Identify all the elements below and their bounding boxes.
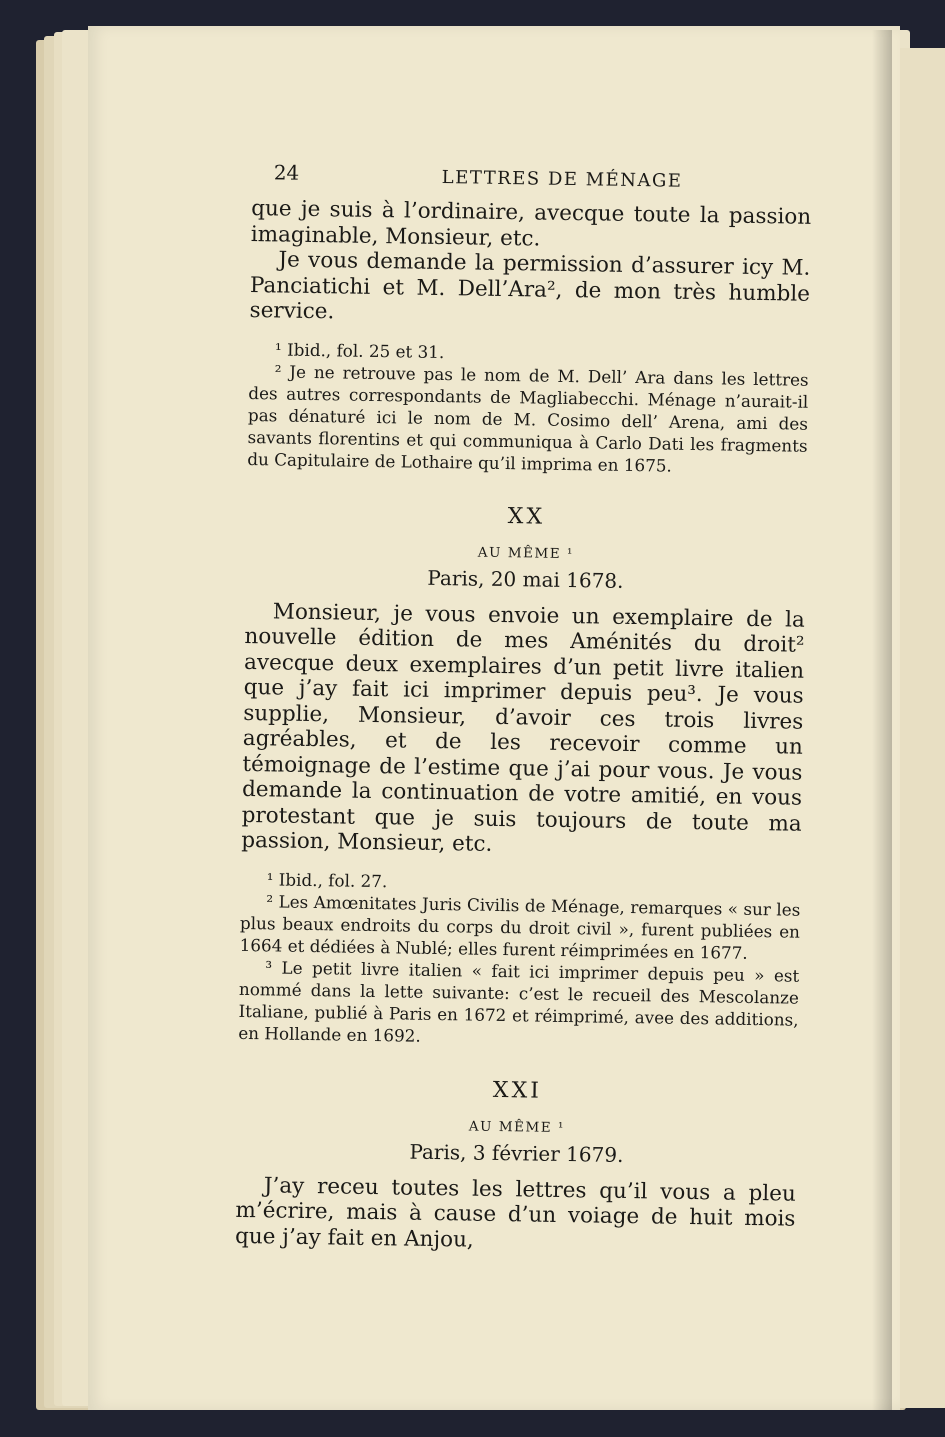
- page-text: [235, 160, 812, 1258]
- footnote: ² Je ne retrouve pas le nom de M. Dell’ Ara dans les lettres des autres correspondants de Magliabecchi. Ménage n’aurait-il pas dénaturé ici le nom de M. Cosimo dell’ Arena, ami des savants florentins et qui communiqua à Carlo Dati les fragments du Capitulaire de Lothaire qu’il imprima en 1675.: [247, 360, 809, 476]
- footnote: ¹ Ibid., fol. 27.: [266, 868, 388, 891]
- letter-dateline: Paris, 3 février 1679.: [409, 1139, 624, 1167]
- letter-body: J’ay receu toutes les lettres qu’il vous a pleu m’écrire, mais à cause d’un voiage de huit mois que j’ay fait en Anjou,: [234, 1172, 797, 1253]
- footnotes: [247, 337, 809, 478]
- running-head: LETTRES DE MÉNAGE: [441, 166, 683, 192]
- letter-recipient: AU MÊME ¹: [468, 1118, 565, 1136]
- footnote: ¹ Ibid., fol. 25 et 31.: [274, 338, 445, 362]
- continuation-paragraph: Je vous demande la permission d’assurer icy M. Panciatichi et M. Dell’Ara², de mon très humble service.: [249, 247, 811, 325]
- letter-recipient: AU MÊME ¹: [477, 544, 574, 562]
- letter-body: Monsieur, je vous envoie un exemplaire de la nouvelle édition de mes Aménités du droit² avecque deux exemplaires d’un petit livre italien que j’ay fait ici imprimer depuis peu³. Je vous supplie, Monsieur, d’avoir ces trois livres agréables, et de les recevoir comme un témoignage de l’estime que j’ai pour vous. Je vous demande la continuation de votre amitié, en vous protestant que je suis toujours de toute ma passion, Monsieur, etc.: [241, 598, 806, 857]
- footnotes: [238, 867, 801, 1052]
- page-number: 24: [273, 160, 300, 185]
- letter-dateline: Paris, 20 mai 1678.: [427, 565, 624, 593]
- letter-number: XXI: [492, 1077, 543, 1104]
- footnote: ³ Le petit livre italien « fait ici imprimer depuis peu » est nommé dans la lette suivante: c’est le recueil des Mescolanze Italiane, publié à Paris en 1672 et réimprimé, avee des additions, en Hollande en 1692.: [238, 956, 800, 1046]
- footnote: ² Les Amœnitates Juris Civilis de Ménage, remarques « sur les plus beaux endroits du corps du droit civil », furent publiées en 1664 et dédiées à Nublé; elles furent réimprimées en 1677.: [239, 890, 801, 963]
- continuation-paragraph: que je suis à l’ordinaire, avecque toute la passion imaginable, Monsieur, etc.: [250, 195, 812, 252]
- letter-number: XX: [507, 503, 546, 530]
- book-gutter: [872, 30, 892, 1410]
